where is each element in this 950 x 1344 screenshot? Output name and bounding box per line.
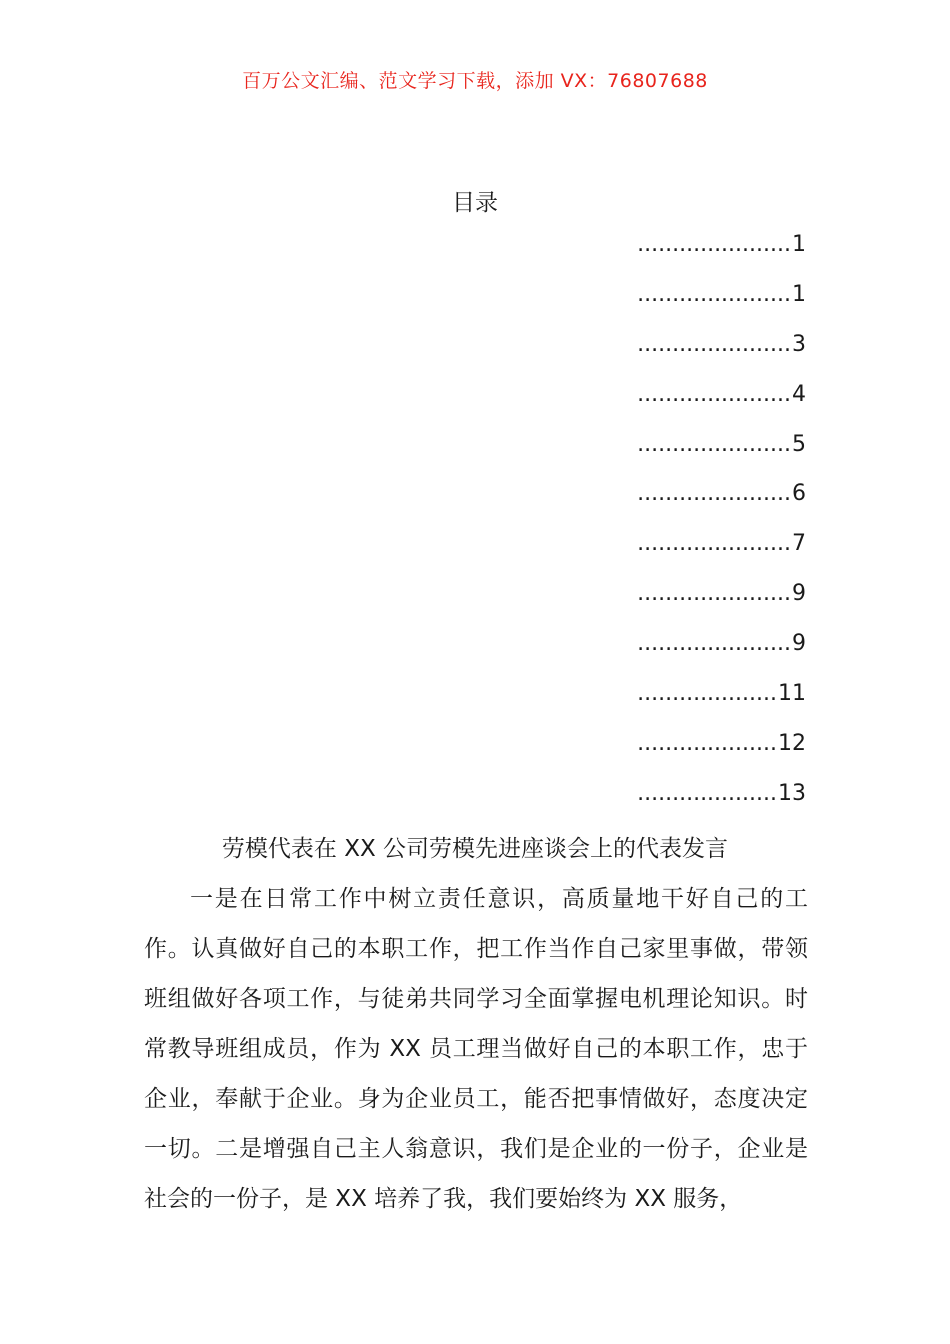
toc-entry[interactable] [546,432,806,482]
toc-entry[interactable] [546,581,806,631]
toc-entry[interactable] [546,332,806,382]
toc-leader: .................... [637,780,777,806]
toc-entry[interactable] [546,781,806,831]
toc-entry[interactable] [546,382,806,432]
toc-entry[interactable] [546,232,806,282]
toc-leader: ...................... [637,631,791,657]
toc-page-number: 6 [792,481,806,507]
toc-leader: ...................... [637,431,791,457]
toc-entry[interactable] [546,681,806,731]
document-title: 劳模代表在 XX 公司劳模先进座谈会上的代表发言 [221,836,729,862]
toc-page-number: 9 [792,631,806,657]
toc-leader: ...................... [637,531,791,557]
toc-page-number: 5 [792,431,806,457]
toc-list [546,232,806,831]
toc-entry[interactable] [546,481,806,531]
toc-page-number: 12 [778,730,806,756]
toc-leader: ...................... [637,581,791,607]
toc-entry[interactable] [546,731,806,781]
toc-title: 目录 [452,190,498,216]
toc-entry[interactable] [546,282,806,332]
body-paragraph: 一是在日常工作中树立责任意识，高质量地干好自己的工作。认真做好自己的本职工作，把工作当作自己家里事做，带领班组做好各项工作，与徒弟共同学习全面掌握电机理论知识。时常教导班组成员，作为 XX 员工理当做好自己的本职工作，忠于企业，奉献于企业。身为企业员工，能否把事情做好，态度决定一切。二是增强自己主人翁意识，我们是企业的一份子，企业是社会的一份子，是 XX 培养了我，我们要始终为 XX 服务， [144,886,808,1212]
toc-leader: ...................... [637,381,791,407]
toc-entry[interactable] [546,631,806,681]
toc-entry[interactable] [546,531,806,581]
toc-page-number: 7 [792,531,806,557]
toc-leader: ...................... [637,481,791,507]
toc-leader: ...................... [637,331,791,357]
toc-leader: ...................... [637,281,791,307]
toc-leader: .................... [637,730,777,756]
toc-leader: .................... [637,681,777,707]
toc-page-number: 9 [792,581,806,607]
toc-page-number: 3 [792,331,806,357]
toc-page-number: 11 [778,681,806,707]
toc-leader: ...................... [637,232,791,257]
toc-page-number: 1 [792,232,806,257]
toc-page-number: 4 [792,381,806,407]
toc-page-number: 1 [792,281,806,307]
toc-page-number: 13 [778,780,806,806]
header-banner: 百万公文汇编、范文学习下载，添加 VX：76807688 [242,70,708,92]
